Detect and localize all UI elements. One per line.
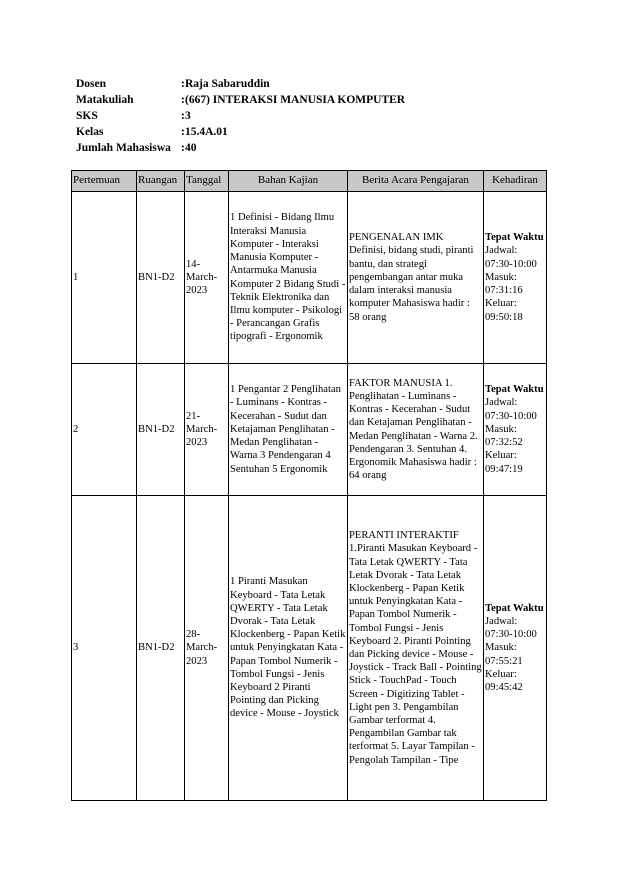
kehadiran-detail: Jadwal: 07:30-10:00 Masuk: 07:55:21 Keluar: 09:45:42 [485, 615, 537, 693]
column-header: Kehadiran [484, 171, 547, 192]
column-header: Tanggal [185, 171, 229, 192]
header-value: 40 [185, 142, 197, 154]
table-row [72, 496, 547, 801]
header-label: SKS [76, 110, 98, 122]
kehadiran-status: Tepat Waktu [485, 384, 544, 396]
kehadiran-status: Tepat Waktu [485, 232, 544, 244]
cell-bahan-kajian: 1 Pengantar 2 Penglihatan - Luminans - Kontras - Kecerahan - Sudut dan Ketajaman Penglihatan - Medan Penglihatan - Warna 3 Pendengaran 4 Sentuhan 5 Ergonomik [229, 364, 348, 496]
cell-pertemuan: 3 [72, 496, 137, 801]
header-row-sks: SKS : 3 [76, 110, 191, 122]
header-label: Kelas [76, 126, 104, 138]
header-value: Raja Sabaruddin [185, 78, 270, 90]
course-header [76, 76, 546, 156]
kehadiran-detail: Jadwal: 07:30-10:00 Masuk: 07:32:52 Keluar: 09:47:19 [485, 397, 537, 475]
header-value: (667) INTERAKSI MANUSIA KOMPUTER [185, 94, 406, 106]
cell-ruangan: BN1-D2 [137, 496, 185, 801]
cell-kehadiran [484, 496, 547, 801]
column-header: Pertemuan [72, 171, 137, 192]
table-row [72, 364, 547, 496]
table-row [72, 192, 547, 364]
cell-kehadiran [484, 364, 547, 496]
header-row-dosen: Dosen : Raja Sabaruddin [76, 78, 270, 90]
berita-acara-text: PERANTI INTERAKTIF 1.Piranti Masukan Keyboard - Tata Letak QWERTY - Tata Letak Dvorak - Tata Letak Klockenberg - Papan Ketik untuk Penyingkatan Kata - Papan Tombol Numerik - Tombol Fungsi - Jenis Keyboard 2. Piranti Pointing dan Picking device - Mouse - Joystick - Track Ball - Pointing Stick - TouchPad - Touch Screen - Digitizing Tablet - Light pen 3. Pengambilan Gambar terformat 4. Pengambilan Gambar tak terformat 5. Layar Tampilan - Pengolah Tampilan - Tipe [349, 530, 482, 766]
cell-berita-acara [348, 496, 484, 801]
column-header: Berita Acara Pengajaran [348, 171, 484, 192]
header-label: Jumlah Mahasiswa [76, 142, 171, 154]
header-value: 3 [185, 110, 191, 122]
header-label: Dosen [76, 78, 107, 90]
cell-tanggal: 14-March-2023 [185, 192, 229, 364]
attendance-table [71, 170, 547, 801]
cell-tanggal: 28-March-2023 [185, 496, 229, 801]
cell-ruangan: BN1-D2 [137, 364, 185, 496]
cell-bahan-kajian: 1 Piranti Masukan Keyboard - Tata Letak QWERTY - Tata Letak Dvorak - Tata Letak Klockenberg - Papan Ketik untuk Penyingkatan Kata - Papan Tombol Numerik - Tombol Fungsi - Jenis Keyboard 2 Piranti Pointing dan Picking device - Mouse - Joystick [229, 496, 348, 801]
header-value: 15.4A.01 [185, 126, 228, 138]
header-label: Matakuliah [76, 94, 134, 106]
column-header: Bahan Kajian [229, 171, 348, 192]
header-row-kelas: Kelas : 15.4A.01 [76, 126, 228, 138]
header-row-matakuliah: Matakuliah : (667) INTERAKSI MANUSIA KOMPUTER [76, 94, 406, 106]
column-header: Ruangan [137, 171, 185, 192]
cell-kehadiran [484, 192, 547, 364]
cell-pertemuan: 1 [72, 192, 137, 364]
kehadiran-status: Tepat Waktu [485, 602, 544, 614]
cell-tanggal: 21-March-2023 [185, 364, 229, 496]
cell-ruangan: BN1-D2 [137, 192, 185, 364]
cell-bahan-kajian: 1 Definisi - Bidang Ilmu Interaksi Manusia Komputer - Interaksi Manusia Komputer - Antarmuka Manusia Komputer 2 Bidang Studi - Teknik Elektronika dan Ilmu komputer - Psikologi - Perancangan Grafis tipografi - Ergonomik [229, 192, 348, 364]
cell-berita-acara: FAKTOR MANUSIA 1. Penglihatan - Luminans - Kontras - Kecerahan - Sudut dan Ketajaman Penglihatan - Medan Penglihatan - Warna 2. Pendengaran 3. Sentuhan 4. Ergonomik Mahasiswa hadir : 64 orang [348, 364, 484, 496]
table-header-row [72, 171, 547, 192]
cell-pertemuan: 2 [72, 364, 137, 496]
kehadiran-detail: Jadwal: 07:30-10:00 Masuk: 07:31:16 Keluar: 09:50:18 [485, 245, 537, 323]
cell-berita-acara: PENGENALAN IMK Definisi, bidang studi, piranti bantu, dan strategi pengembangan antar muka dalam interaksi manusia komputer Mahasiswa hadir : 58 orang [348, 192, 484, 364]
header-row-jumlah-mahasiswa: Jumlah Mahasiswa : 40 [76, 142, 197, 154]
